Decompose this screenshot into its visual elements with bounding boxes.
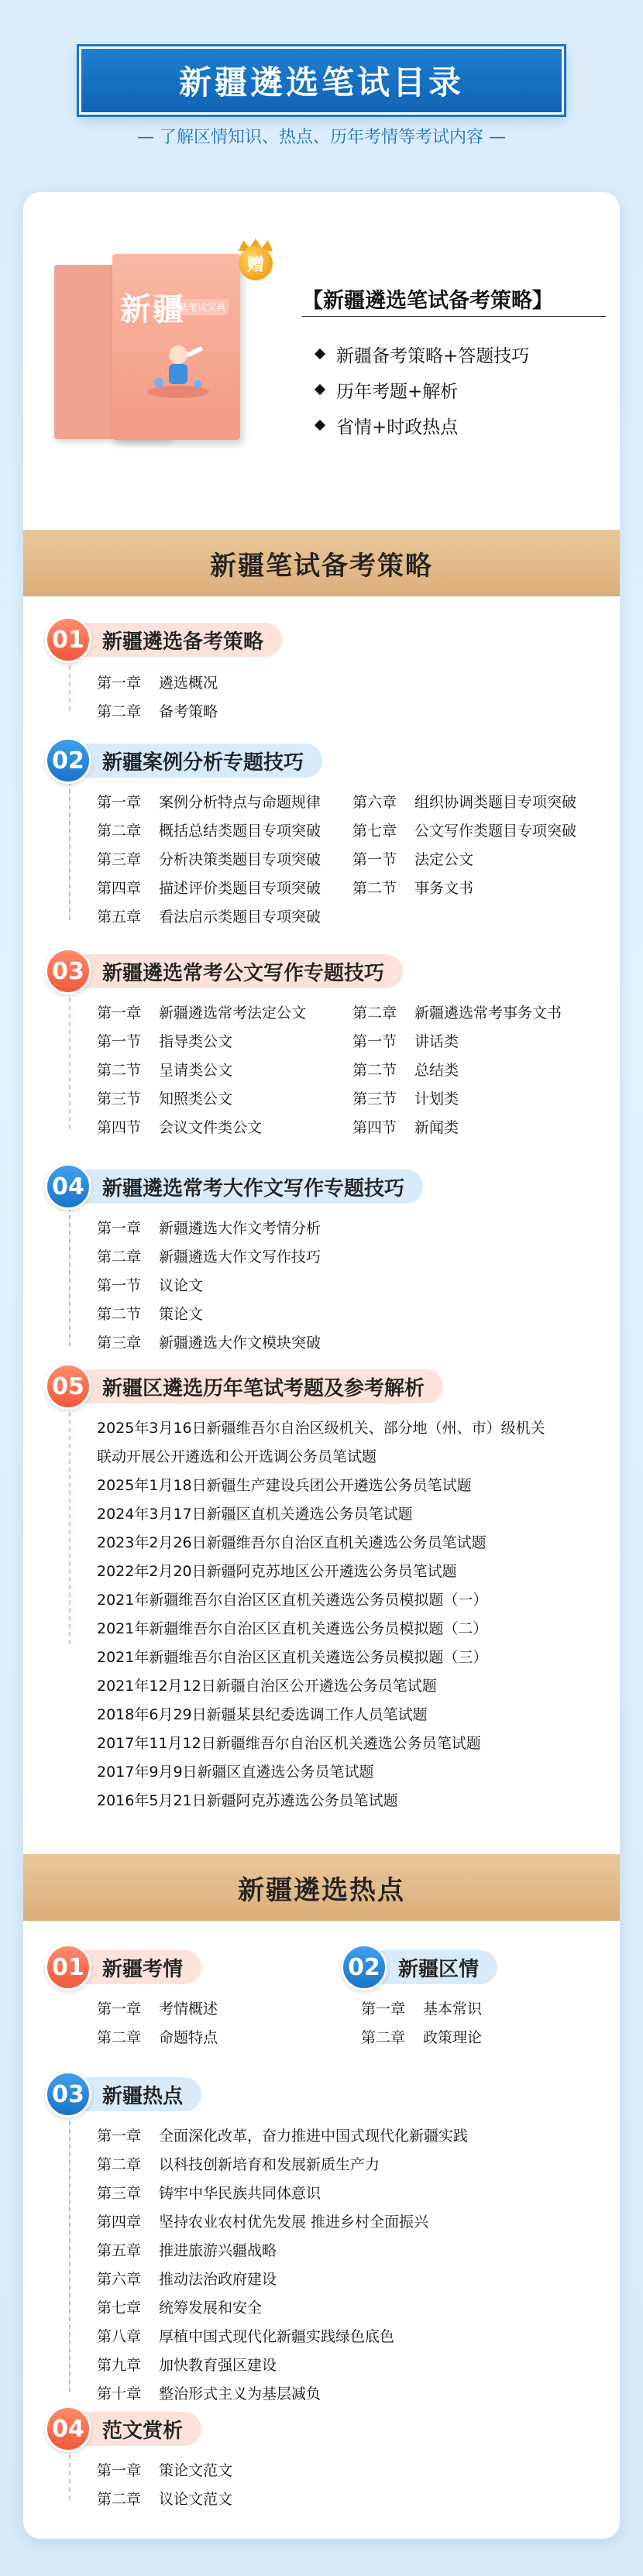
toc-column-left — [97, 998, 352, 1141]
gift-badge-text: 赠 — [239, 246, 273, 280]
toc-key: 第二章 — [361, 2029, 406, 2046]
toc-row — [97, 668, 218, 696]
toc-row — [97, 2207, 468, 2235]
hot-chapter-01-rows — [97, 1994, 218, 2051]
toc-row — [97, 2293, 468, 2321]
toc-value: 推进旅游兴疆战略 — [159, 2242, 277, 2259]
toc-key: 第三章 — [97, 2185, 142, 2202]
toc-row — [97, 873, 352, 902]
toc-value: 策论文 — [159, 1306, 204, 1323]
bullet-text: 历年考题+解析 — [336, 381, 459, 402]
toc-key: 第一章 — [97, 1220, 142, 1237]
toc-row — [352, 998, 616, 1026]
toc-value: 指导类公文 — [159, 1033, 233, 1050]
toc-key: 第一章 — [97, 2462, 142, 2479]
toc-row — [352, 1055, 616, 1084]
book-cover-title: 新疆 — [120, 292, 185, 328]
toc-row — [352, 1026, 616, 1055]
toc-key: 第四节 — [97, 1119, 142, 1136]
toc-row — [97, 2455, 232, 2484]
toc-row — [97, 1994, 218, 2022]
toc-value: 备考策略 — [159, 703, 218, 720]
toc-key: 第三章 — [97, 1334, 142, 1352]
toc-row — [97, 696, 218, 725]
exam-item: 2025年3月16日新疆维吾尔自治区级机关、部分地（州、市）级机关 — [97, 1420, 545, 1437]
toc-value: 遴选概况 — [159, 675, 218, 692]
toc-row — [97, 998, 352, 1026]
toc-key: 第二章 — [352, 1005, 397, 1022]
toc-value: 议论文范文 — [159, 2491, 233, 2508]
diamond-bullet-icon — [315, 420, 325, 431]
chapter-title: 新疆遴选常考大作文写作专题技巧 — [68, 1170, 423, 1204]
bullet-text: 省情+时政热点 — [336, 417, 459, 438]
toc-value: 事务文书 — [414, 880, 474, 897]
toc-value: 议论文 — [159, 1277, 204, 1294]
timeline-dash — [69, 2105, 70, 2392]
toc-row — [97, 2379, 468, 2407]
timeline-dash — [69, 982, 70, 1129]
book-bullet-item — [316, 372, 529, 407]
hot-chapter-04-rows — [97, 2455, 232, 2512]
timeline-dash — [69, 773, 70, 920]
toc-key: 第三章 — [97, 851, 142, 868]
toc-value: 全面深化改革，奋力推进中国式现代化新疆实践 — [159, 2128, 469, 2145]
exam-item: 2021年新疆维吾尔自治区区直机关遴选公务员模拟题（二） — [97, 1620, 488, 1637]
toc-value: 公文写作类题目专项突破 — [414, 823, 577, 840]
toc-key: 第四章 — [97, 2214, 142, 2231]
toc-value: 推动法治政府建设 — [159, 2271, 277, 2288]
toc-value: 看法启示类题目专项突破 — [159, 908, 322, 926]
toc-column-left — [97, 787, 352, 930]
toc-row — [97, 1270, 321, 1299]
toc-value: 新疆遴选大作文考情分析 — [159, 1220, 322, 1237]
exam-item: 2016年5月21日新疆阿克苏遴选公务员笔试题 — [97, 1792, 398, 1809]
toc-row — [97, 1112, 352, 1141]
chapter-number-badge: 01 — [45, 1944, 91, 1990]
toc-value: 政策理论 — [423, 2029, 483, 2046]
toc-value: 新闻类 — [414, 1119, 459, 1136]
toc-row — [97, 902, 352, 930]
exam-item: 2023年2月26日新疆维吾尔自治区直机关遴选公务员笔试题 — [97, 1534, 487, 1551]
chapter-03-rows — [97, 998, 616, 1141]
chapter-title: 新疆热点 — [68, 2077, 201, 2111]
toc-key: 第二节 — [352, 880, 397, 897]
toc-row — [97, 2484, 232, 2512]
toc-key: 第七章 — [97, 2300, 142, 2317]
toc-key: 第二章 — [97, 703, 142, 720]
chapter-title: 新疆遴选常考公文写作专题技巧 — [68, 954, 403, 988]
chapter-04-rows — [97, 1213, 321, 1356]
page-title: 新疆遴选笔试目录 — [178, 64, 464, 101]
toc-key: 第四章 — [97, 880, 142, 897]
chapter-title: 新疆遴选备考策略 — [68, 623, 282, 657]
toc-key: 第二章 — [97, 2156, 142, 2173]
toc-row — [97, 1026, 352, 1055]
toc-row — [361, 2022, 482, 2051]
toc-key: 第二节 — [97, 1062, 142, 1079]
exam-item: 2024年3月17日新疆区直机关遴选公务员笔试题 — [97, 1506, 413, 1523]
exam-item: 2022年2月20日新疆阿克苏地区公开遴选公务员笔试题 — [97, 1563, 457, 1580]
toc-value: 命题特点 — [159, 2029, 218, 2046]
chapter-title: 新疆区情 — [364, 1950, 497, 1984]
toc-value: 基本常识 — [423, 2001, 483, 2018]
toc-value: 新疆遴选常考法定公文 — [159, 1005, 307, 1022]
exam-item: 2021年新疆维吾尔自治区区直机关遴选公务员模拟题（三） — [97, 1649, 488, 1666]
chapter-title: 新疆区遴选历年笔试考题及参考解析 — [68, 1369, 443, 1403]
section-title: 新疆笔试备考策略 — [210, 550, 433, 582]
book-cover-figure-icon — [143, 331, 213, 401]
toc-value: 考情概述 — [159, 2001, 218, 2018]
toc-row — [97, 2321, 468, 2350]
toc-column-right — [352, 998, 616, 1141]
exam-item: 2025年1月18日新疆生产建设兵团公开遴选公务员笔试题 — [97, 1477, 472, 1494]
toc-value: 整治形式主义为基层减负 — [159, 2385, 322, 2403]
hot-chapter-03-rows — [97, 2121, 468, 2407]
toc-row — [97, 1213, 321, 1242]
toc-key: 第十章 — [97, 2385, 142, 2403]
exam-item: 2021年12月12日新疆自治区公开遴选公务员笔试题 — [97, 1678, 437, 1695]
toc-row — [97, 1299, 321, 1327]
toc-row — [352, 873, 616, 902]
toc-row — [97, 2149, 468, 2178]
toc-value: 描述评价类题目专项突破 — [159, 880, 322, 897]
toc-row — [97, 1242, 321, 1270]
chapter-title: 范文赏析 — [68, 2412, 201, 2446]
exam-item: 2018年6月29日新疆某县纪委选调工作人员笔试题 — [97, 1706, 428, 1723]
timeline-dash — [69, 1396, 70, 1644]
toc-row — [97, 2235, 468, 2264]
book-cover-subtitle: 遴选笔试宝典 — [167, 299, 229, 315]
section-title: 新疆遴选热点 — [238, 1874, 405, 1906]
toc-value: 总结类 — [414, 1062, 459, 1079]
toc-value: 铸牢中华民族共同体意识 — [159, 2185, 322, 2202]
timeline-dash — [69, 1199, 70, 1346]
chapter-title: 新疆考情 — [68, 1950, 201, 1984]
diamond-bullet-icon — [315, 349, 325, 359]
toc-row — [97, 787, 352, 816]
book-title-divider — [302, 316, 606, 317]
exam-item: 2021年新疆维吾尔自治区区直机关遴选公务员模拟题（一） — [97, 1592, 488, 1609]
toc-key: 第一章 — [97, 794, 142, 811]
toc-value: 案例分析特点与命题规律 — [159, 794, 322, 811]
toc-row — [97, 2350, 468, 2379]
exam-item: 联动开展公开遴选和公开选调公务员笔试题 — [97, 1448, 377, 1465]
toc-value: 统筹发展和安全 — [159, 2300, 263, 2317]
toc-row — [97, 816, 352, 844]
toc-row — [97, 1327, 321, 1356]
toc-value: 分析决策类题目专项突破 — [159, 851, 322, 868]
toc-row — [352, 787, 616, 816]
toc-row — [97, 1055, 352, 1084]
section-header-hot — [23, 1854, 620, 1921]
toc-row — [352, 844, 616, 873]
toc-key: 第二节 — [97, 1306, 142, 1323]
toc-row — [97, 2022, 218, 2051]
gift-badge — [232, 246, 279, 285]
chapter-number-badge: 04 — [45, 2406, 91, 2452]
toc-key: 第二章 — [97, 2491, 142, 2508]
diamond-bullet-icon — [315, 384, 325, 395]
page-subtitle: — 了解区情知识、热点、历年考情等考试内容 — — [137, 128, 506, 147]
bullet-text: 新疆备考策略+答题技巧 — [336, 345, 530, 366]
book-front-cover — [112, 254, 240, 440]
toc-row — [352, 1084, 616, 1112]
toc-key: 第一章 — [97, 2001, 142, 2018]
book-bullet-item — [316, 407, 529, 443]
toc-value: 坚持农业农村优先发展 推进乡村全面振兴 — [159, 2214, 429, 2231]
toc-key: 第一章 — [361, 2001, 406, 2018]
toc-key: 第二章 — [97, 2029, 142, 2046]
toc-key: 第四节 — [352, 1119, 397, 1136]
chapter-number-badge: 04 — [45, 1163, 91, 1210]
toc-value: 新疆遴选大作文模块突破 — [159, 1334, 322, 1352]
toc-key: 第六章 — [352, 794, 397, 811]
toc-key: 第五章 — [97, 2242, 142, 2259]
exam-item: 2017年9月9日新疆区直遴选公务员笔试题 — [97, 1764, 374, 1781]
toc-value: 呈请类公文 — [159, 1062, 233, 1079]
toc-value: 计划类 — [414, 1091, 459, 1108]
toc-key: 第七章 — [352, 823, 397, 840]
toc-value: 组织协调类题目专项突破 — [414, 794, 577, 811]
toc-key: 第六章 — [97, 2271, 142, 2288]
chapter-number-badge: 05 — [45, 1363, 91, 1410]
toc-row — [97, 2121, 468, 2149]
book-bullet-item — [316, 336, 529, 372]
toc-key: 第一节 — [97, 1277, 142, 1294]
chapter-number-badge: 03 — [45, 948, 91, 994]
toc-key: 第八章 — [97, 2328, 142, 2345]
toc-key: 第五章 — [97, 908, 142, 926]
chapter-02-rows — [97, 787, 616, 930]
toc-value: 法定公文 — [414, 851, 474, 868]
toc-key: 第一章 — [97, 2128, 142, 2145]
book-bullet-list — [316, 336, 529, 443]
toc-key: 第二章 — [97, 1249, 142, 1266]
toc-key: 第二章 — [97, 823, 142, 840]
toc-key: 第一节 — [352, 1033, 397, 1050]
toc-value: 策论文范文 — [159, 2462, 233, 2479]
toc-value: 以科技创新培育和发展新质生产力 — [159, 2156, 380, 2173]
toc-key: 第三节 — [352, 1091, 397, 1108]
chapter-01-rows — [97, 668, 218, 725]
toc-value: 加快教育强区建设 — [159, 2357, 277, 2374]
exam-item: 2017年11月12日新疆维吾尔自治区机关遴选公务员笔试题 — [97, 1735, 481, 1752]
toc-row — [97, 2264, 468, 2293]
hot-chapter-02-rows — [361, 1994, 482, 2051]
toc-key: 第九章 — [97, 2357, 142, 2374]
toc-value: 概括总结类题目专项突破 — [159, 823, 322, 840]
toc-row — [97, 844, 352, 873]
catalog-card — [23, 192, 620, 2539]
toc-key: 第三节 — [97, 1091, 142, 1108]
book-title: 【新疆遴选笔试备考策略】 — [302, 289, 553, 313]
toc-column-right — [352, 787, 616, 930]
toc-value: 知照类公文 — [159, 1091, 233, 1108]
toc-value: 新疆遴选大作文写作技巧 — [159, 1249, 322, 1266]
chapter-05-rows — [97, 1413, 545, 1814]
toc-row — [352, 816, 616, 844]
chapter-number-badge: 02 — [341, 1944, 387, 1990]
toc-row — [97, 2178, 468, 2207]
toc-key: 第二节 — [352, 1062, 397, 1079]
toc-key: 第一节 — [352, 851, 397, 868]
toc-row — [352, 1112, 616, 1141]
toc-value: 讲话类 — [414, 1033, 459, 1050]
toc-key: 第一节 — [97, 1033, 142, 1050]
toc-row — [97, 1084, 352, 1112]
title-banner — [79, 46, 564, 115]
chapter-number-badge: 02 — [45, 737, 91, 784]
toc-row — [361, 1994, 482, 2022]
chapter-number-badge: 01 — [45, 617, 91, 663]
toc-key: 第一章 — [97, 675, 142, 692]
toc-value: 厚植中国式现代化新疆实践绿色底色 — [159, 2328, 395, 2345]
toc-value: 新疆遴选常考事务文书 — [414, 1005, 562, 1022]
toc-key: 第一章 — [97, 1005, 142, 1022]
section-header-strategy — [23, 530, 620, 596]
chapter-number-badge: 03 — [45, 2071, 91, 2117]
toc-value: 会议文件类公文 — [159, 1119, 263, 1136]
chapter-title: 新疆案例分析专题技巧 — [68, 744, 322, 778]
